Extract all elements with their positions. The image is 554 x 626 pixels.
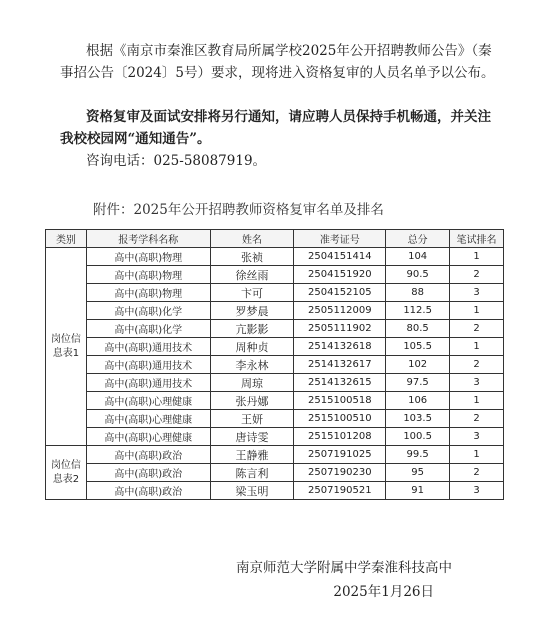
name-cell: 陈言利 bbox=[210, 464, 294, 482]
name-cell: 张丹娜 bbox=[210, 392, 294, 410]
name-cell: 王静雅 bbox=[210, 446, 294, 464]
name-cell: 卞可 bbox=[210, 284, 294, 302]
rank-cell: 1 bbox=[450, 338, 504, 356]
name-cell: 张祯 bbox=[210, 248, 294, 266]
signature-date: 2025年1月26日 bbox=[333, 584, 434, 600]
exam-id-cell: 2514132618 bbox=[294, 338, 386, 356]
name-cell: 梁玉明 bbox=[210, 482, 294, 500]
rank-cell: 2 bbox=[450, 410, 504, 428]
subject-cell: 高中(高职)通用技术 bbox=[86, 374, 210, 392]
rank-cell: 1 bbox=[450, 302, 504, 320]
score-cell: 106 bbox=[386, 392, 450, 410]
table-row bbox=[46, 338, 504, 356]
name-cell: 王妍 bbox=[210, 410, 294, 428]
rank-cell: 2 bbox=[450, 266, 504, 284]
rank-cell: 3 bbox=[450, 374, 504, 392]
exam-id-cell: 2504151414 bbox=[294, 248, 386, 266]
table-row bbox=[46, 464, 504, 482]
score-cell: 95 bbox=[386, 464, 450, 482]
rank-cell: 1 bbox=[450, 446, 504, 464]
name-cell: 周琼 bbox=[210, 374, 294, 392]
header-score: 总分 bbox=[386, 230, 450, 248]
rank-cell: 3 bbox=[450, 482, 504, 500]
rank-cell: 1 bbox=[450, 392, 504, 410]
exam-id-cell: 2515100510 bbox=[294, 410, 386, 428]
exam-id-cell: 2505112009 bbox=[294, 302, 386, 320]
score-cell: 88 bbox=[386, 284, 450, 302]
score-cell: 104 bbox=[386, 248, 450, 266]
score-cell: 91 bbox=[386, 482, 450, 500]
rank-cell: 1 bbox=[450, 248, 504, 266]
table-row bbox=[46, 248, 504, 266]
table-row bbox=[46, 482, 504, 500]
rank-cell: 3 bbox=[450, 284, 504, 302]
subject-cell: 高中(高职)通用技术 bbox=[86, 338, 210, 356]
exam-id-cell: 2507191025 bbox=[294, 446, 386, 464]
score-cell: 105.5 bbox=[386, 338, 450, 356]
attachment-title: 附件：2025年公开招聘教师资格复审名单及排名 bbox=[93, 202, 384, 218]
subject-cell: 高中(高职)心理健康 bbox=[86, 392, 210, 410]
name-cell: 徐丝雨 bbox=[210, 266, 294, 284]
score-cell: 97.5 bbox=[386, 374, 450, 392]
table-header-row bbox=[46, 230, 504, 248]
exam-id-cell: 2505111902 bbox=[294, 320, 386, 338]
rank-cell: 2 bbox=[450, 464, 504, 482]
subject-cell: 高中(高职)通用技术 bbox=[86, 356, 210, 374]
subject-cell: 高中(高职)物理 bbox=[86, 284, 210, 302]
table-row bbox=[46, 392, 504, 410]
table-row bbox=[46, 266, 504, 284]
score-cell: 112.5 bbox=[386, 302, 450, 320]
exam-id-cell: 2515100518 bbox=[294, 392, 386, 410]
subject-cell: 高中(高职)政治 bbox=[86, 446, 210, 464]
table-row bbox=[46, 284, 504, 302]
header-subject: 报考学科名称 bbox=[86, 230, 210, 248]
exam-id-cell: 2504151920 bbox=[294, 266, 386, 284]
rank-cell: 2 bbox=[450, 356, 504, 374]
table-row bbox=[46, 428, 504, 446]
subject-cell: 高中(高职)物理 bbox=[86, 248, 210, 266]
score-cell: 103.5 bbox=[386, 410, 450, 428]
header-name: 姓名 bbox=[210, 230, 294, 248]
subject-cell: 高中(高职)化学 bbox=[86, 320, 210, 338]
name-cell: 李永林 bbox=[210, 356, 294, 374]
score-cell: 90.5 bbox=[386, 266, 450, 284]
header-exam-id: 准考证号 bbox=[294, 230, 386, 248]
header-rank: 笔试排名 bbox=[450, 230, 504, 248]
subject-cell: 高中(高职)化学 bbox=[86, 302, 210, 320]
category-cell: 岗位信息表1 bbox=[46, 248, 87, 446]
table-row bbox=[46, 446, 504, 464]
exam-id-cell: 2514132617 bbox=[294, 356, 386, 374]
table-row bbox=[46, 320, 504, 338]
score-cell: 102 bbox=[386, 356, 450, 374]
subject-cell: 高中(高职)心理健康 bbox=[86, 428, 210, 446]
contact-line: 咨询电话：025-58087919。 bbox=[86, 153, 267, 169]
exam-id-cell: 2507190521 bbox=[294, 482, 386, 500]
subject-cell: 高中(高职)心理健康 bbox=[86, 410, 210, 428]
category-cell: 岗位信息表2 bbox=[46, 446, 87, 500]
subject-cell: 高中(高职)物理 bbox=[86, 266, 210, 284]
exam-id-cell: 2507190230 bbox=[294, 464, 386, 482]
table-row bbox=[46, 356, 504, 374]
subject-cell: 高中(高职)政治 bbox=[86, 464, 210, 482]
name-cell: 唐诗雯 bbox=[210, 428, 294, 446]
name-cell: 罗梦晨 bbox=[210, 302, 294, 320]
signature-org: 南京师范大学附属中学秦淮科技高中 bbox=[236, 560, 452, 576]
table-row bbox=[46, 302, 504, 320]
notice-paragraph: 资格复审及面试安排将另行通知，请应聘人员保持手机畅通，并关注我校校园网“通知通告”。 bbox=[60, 109, 491, 147]
subject-cell: 高中(高职)政治 bbox=[86, 482, 210, 500]
score-cell: 80.5 bbox=[386, 320, 450, 338]
header-category: 类别 bbox=[46, 230, 87, 248]
exam-id-cell: 2504152105 bbox=[294, 284, 386, 302]
name-cell: 亢影影 bbox=[210, 320, 294, 338]
table-row bbox=[46, 374, 504, 392]
score-cell: 99.5 bbox=[386, 446, 450, 464]
intro-paragraph: 根据《南京市秦淮区教育局所属学校2025年公开招聘教师公告》（秦事招公告〔2024〕5号）要求，现将进入资格复审的人员名单予以公布。 bbox=[60, 43, 495, 81]
review-list-table bbox=[45, 229, 504, 500]
exam-id-cell: 2514132615 bbox=[294, 374, 386, 392]
rank-cell: 2 bbox=[450, 320, 504, 338]
rank-cell: 3 bbox=[450, 428, 504, 446]
exam-id-cell: 2515101208 bbox=[294, 428, 386, 446]
name-cell: 周种贞 bbox=[210, 338, 294, 356]
table-row bbox=[46, 410, 504, 428]
score-cell: 100.5 bbox=[386, 428, 450, 446]
